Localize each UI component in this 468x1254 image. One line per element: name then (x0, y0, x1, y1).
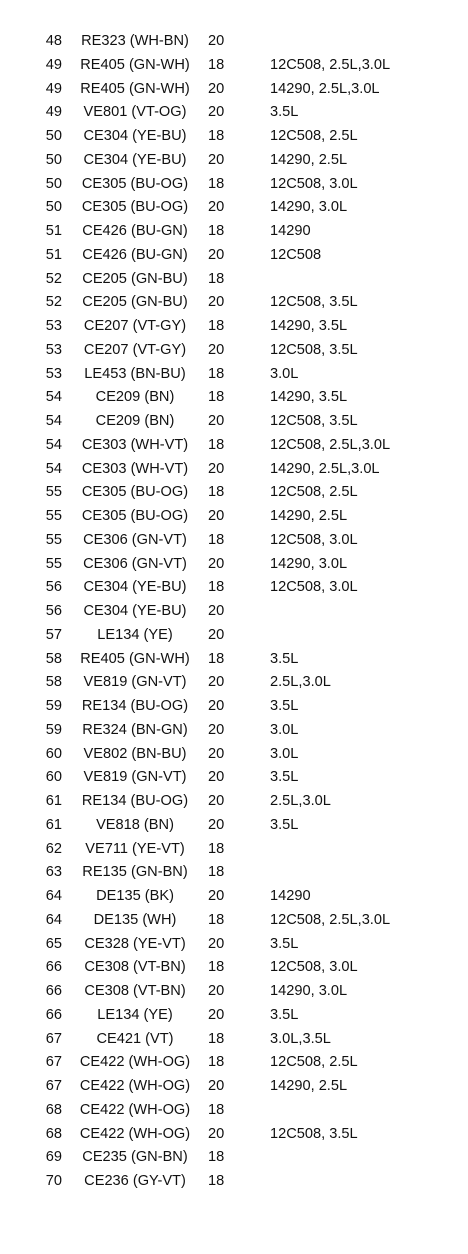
table-row (0, 339, 468, 363)
pin-number: 61 (45, 793, 62, 809)
pin-number: 55 (45, 555, 62, 572)
applicable-models: 3.5L (270, 650, 299, 667)
pin-number: 55 (45, 531, 62, 548)
wire-gauge: 20 (208, 555, 225, 572)
wire-circuit: VE801 (VT-OG) (83, 104, 187, 121)
table-row (0, 600, 468, 624)
table-row (0, 743, 468, 767)
pin-number: 49 (45, 56, 62, 73)
applicable-models: 12C508, 3.5L (270, 341, 358, 358)
pin-number: 68 (45, 1101, 62, 1118)
table-row (0, 315, 468, 339)
table-row (0, 1004, 468, 1028)
wire-gauge: 20 (208, 816, 225, 833)
wire-gauge: 20 (208, 698, 225, 714)
table-row (0, 814, 468, 838)
pin-number: 67 (45, 1054, 62, 1071)
pin-number: 53 (45, 318, 62, 334)
pin-number: 49 (45, 104, 62, 121)
wire-gauge: 20 (208, 413, 225, 429)
wire-circuit: CE304 (YE-BU) (83, 603, 187, 619)
table-row (0, 861, 468, 885)
pin-number: 50 (45, 175, 62, 192)
wire-circuit: RE134 (BU-OG) (81, 698, 189, 714)
pin-number: 68 (45, 1125, 62, 1142)
wire-gauge: 18 (208, 1030, 225, 1047)
applicable-models: 12C508, 3.5L (270, 413, 358, 429)
pin-number: 53 (45, 365, 62, 382)
applicable-models: 2.5L,3.0L (270, 793, 331, 809)
table-row (0, 933, 468, 957)
wire-gauge: 20 (208, 460, 225, 477)
applicable-models: 14290, 3.0L (270, 199, 348, 216)
pin-number: 50 (45, 199, 62, 216)
table-row (0, 101, 468, 125)
applicable-models: 3.5L (270, 1006, 299, 1023)
wire-gauge: 18 (208, 223, 225, 239)
applicable-models: 12C508, 2.5L (270, 484, 358, 501)
wire-circuit: CE207 (VT-GY) (83, 341, 187, 358)
wire-gauge: 18 (208, 56, 225, 73)
applicable-models: 14290, 2.5L,3.0L (270, 460, 380, 477)
applicable-models: 14290, 2.5L (270, 508, 348, 524)
wire-circuit: DE135 (BK) (96, 888, 174, 904)
wire-gauge: 18 (208, 484, 225, 501)
wire-circuit: RE324 (BN-GN) (82, 721, 188, 738)
wire-gauge: 20 (208, 80, 225, 97)
wire-circuit: RE405 (GN-WH) (80, 650, 190, 667)
wire-gauge: 20 (208, 745, 225, 762)
wire-gauge: 18 (208, 650, 225, 667)
wire-circuit: CE422 (WH-OG) (79, 1078, 191, 1094)
pin-number: 49 (45, 80, 62, 97)
table-row (0, 78, 468, 102)
applicable-models: 14290 (270, 223, 311, 239)
wire-circuit: DE135 (WH) (93, 911, 177, 928)
applicable-models: 3.0L (270, 721, 299, 738)
table-row (0, 481, 468, 505)
wire-gauge: 20 (208, 674, 225, 691)
pin-number: 54 (45, 436, 62, 453)
wire-circuit: CE304 (YE-BU) (83, 128, 187, 144)
pin-number: 50 (45, 151, 62, 168)
wire-gauge: 20 (208, 1125, 225, 1142)
wire-circuit: LE134 (YE) (97, 1006, 173, 1023)
wire-circuit: CE205 (GN-BU) (82, 270, 188, 287)
wire-circuit: CE426 (BU-GN) (82, 223, 188, 239)
wire-gauge: 18 (208, 840, 225, 857)
table-row (0, 576, 468, 600)
wire-circuit: VE819 (GN-VT) (83, 769, 187, 786)
pin-number: 55 (45, 484, 62, 501)
wire-circuit: VE819 (GN-VT) (83, 674, 187, 691)
pin-number: 58 (45, 674, 62, 691)
applicable-models: 14290, 2.5L,3.0L (270, 80, 380, 97)
table-row (0, 291, 468, 315)
pin-number: 66 (45, 983, 62, 999)
table-row (0, 719, 468, 743)
pin-number: 66 (45, 959, 62, 976)
applicable-models: 3.0L,3.5L (270, 1030, 331, 1047)
applicable-models (234, 268, 468, 292)
applicable-models: 14290, 2.5L (270, 151, 348, 168)
table-row (0, 54, 468, 78)
wire-circuit: CE308 (VT-BN) (84, 983, 186, 999)
applicable-models: 12C508, 2.5L (270, 1054, 358, 1071)
pin-number: 51 (45, 246, 62, 263)
wire-gauge: 18 (208, 959, 225, 976)
wire-circuit: RE405 (GN-WH) (80, 80, 190, 97)
applicable-models: 12C508, 3.0L (270, 175, 358, 192)
wire-gauge: 18 (208, 436, 225, 453)
wire-gauge: 20 (208, 626, 225, 643)
table-row (0, 196, 468, 220)
wire-circuit: CE305 (BU-OG) (81, 484, 189, 501)
wire-circuit: VE711 (YE-VT) (85, 840, 185, 857)
wire-circuit: CE306 (GN-VT) (83, 555, 187, 572)
applicable-models: 14290, 2.5L (270, 1078, 348, 1094)
wire-circuit: LE453 (BN-BU) (84, 365, 186, 382)
wire-circuit: CE304 (YE-BU) (83, 151, 187, 168)
table-row (0, 648, 468, 672)
table-row (0, 980, 468, 1004)
applicable-models: 12C508 (270, 246, 322, 263)
table-row (0, 671, 468, 695)
wire-circuit: CE305 (BU-OG) (81, 508, 189, 524)
table-row (0, 410, 468, 434)
applicable-models: 3.5L (270, 104, 299, 121)
applicable-models: 12C508, 2.5L (270, 128, 358, 144)
applicable-models: 12C508, 2.5L,3.0L (270, 911, 391, 928)
wire-circuit: CE207 (VT-GY) (83, 318, 187, 334)
wire-circuit: CE235 (GN-BN) (82, 1149, 188, 1166)
table-row (0, 505, 468, 529)
wire-gauge: 18 (208, 1173, 225, 1189)
applicable-models: 12C508, 2.5L,3.0L (270, 56, 391, 73)
table-row (0, 268, 468, 292)
wire-circuit: CE305 (BU-OG) (81, 199, 189, 216)
wiring-table-body (0, 30, 468, 1194)
pin-number: 64 (45, 911, 62, 928)
pin-number: 62 (45, 840, 62, 857)
wire-circuit: CE209 (BN) (95, 413, 175, 429)
pin-number: 56 (45, 603, 62, 619)
pin-number: 60 (45, 769, 62, 786)
wire-gauge: 18 (208, 579, 225, 596)
pin-number: 56 (45, 579, 62, 596)
wire-circuit: CE308 (VT-BN) (84, 959, 186, 976)
table-row (0, 1028, 468, 1052)
wire-gauge: 20 (208, 151, 225, 168)
wire-gauge: 18 (208, 1054, 225, 1071)
applicable-models: 14290, 3.5L (270, 318, 348, 334)
table-row (0, 766, 468, 790)
pin-number: 54 (45, 460, 62, 477)
applicable-models: 12C508, 3.0L (270, 531, 358, 548)
pin-number: 60 (45, 745, 62, 762)
applicable-models (234, 838, 468, 862)
wire-circuit: RE135 (GN-BN) (82, 864, 188, 881)
table-row (0, 1051, 468, 1075)
wire-gauge: 20 (208, 294, 225, 311)
pin-number: 53 (45, 341, 62, 358)
wire-gauge: 18 (208, 531, 225, 548)
table-row (0, 695, 468, 719)
applicable-models: 3.5L (270, 769, 299, 786)
pin-number: 48 (45, 33, 62, 49)
table-row (0, 220, 468, 244)
wire-gauge: 18 (208, 1101, 225, 1118)
table-row (0, 885, 468, 909)
table-row (0, 149, 468, 173)
wire-circuit: RE323 (WH-BN) (81, 33, 189, 49)
table-row (0, 458, 468, 482)
applicable-models (234, 861, 468, 885)
wire-gauge: 20 (208, 246, 225, 263)
table-row (0, 838, 468, 862)
applicable-models: 3.5L (270, 698, 299, 714)
table-row (0, 386, 468, 410)
wire-circuit: CE426 (BU-GN) (82, 246, 188, 263)
table-row (0, 529, 468, 553)
wire-gauge: 20 (208, 33, 225, 49)
pin-number: 69 (45, 1149, 62, 1166)
wire-circuit: CE304 (YE-BU) (83, 579, 187, 596)
pin-number: 52 (45, 294, 62, 311)
wire-circuit: VE818 (BN) (96, 816, 174, 833)
table-row (0, 173, 468, 197)
applicable-models: 12C508, 2.5L,3.0L (270, 436, 391, 453)
wire-circuit: CE422 (WH-OG) (79, 1101, 191, 1118)
wire-circuit: RE405 (GN-WH) (80, 56, 190, 73)
applicable-models: 12C508, 3.0L (270, 959, 358, 976)
applicable-models: 14290 (270, 888, 311, 904)
pin-number: 57 (45, 626, 62, 643)
wire-circuit: CE422 (WH-OG) (79, 1125, 191, 1142)
table-row (0, 1075, 468, 1099)
wire-circuit: CE205 (GN-BU) (82, 294, 188, 311)
applicable-models: 12C508, 3.5L (270, 294, 358, 311)
wire-gauge: 18 (208, 864, 225, 881)
wire-gauge: 20 (208, 793, 225, 809)
pin-number: 54 (45, 413, 62, 429)
applicable-models (234, 624, 468, 648)
pin-number: 52 (45, 270, 62, 287)
wire-circuit: VE802 (BN-BU) (83, 745, 187, 762)
table-row (0, 956, 468, 980)
applicable-models: 3.5L (270, 935, 299, 952)
pin-number: 51 (45, 223, 62, 239)
table-row (0, 909, 468, 933)
applicable-models: 14290, 3.0L (270, 983, 348, 999)
pin-number: 58 (45, 650, 62, 667)
applicable-models (234, 600, 468, 624)
applicable-models (234, 1146, 468, 1170)
pin-number: 61 (45, 816, 62, 833)
wire-gauge: 18 (208, 1149, 225, 1166)
wire-gauge: 20 (208, 1078, 225, 1094)
wire-gauge: 20 (208, 199, 225, 216)
wire-gauge: 18 (208, 270, 225, 287)
table-row (0, 553, 468, 577)
applicable-models: 14290, 3.0L (270, 555, 348, 572)
wire-circuit: CE328 (YE-VT) (84, 935, 186, 952)
table-row (0, 1099, 468, 1123)
wire-gauge: 20 (208, 983, 225, 999)
wire-gauge: 20 (208, 603, 225, 619)
applicable-models: 3.0L (270, 365, 299, 382)
table-row (0, 244, 468, 268)
wire-gauge: 18 (208, 318, 225, 334)
applicable-models: 3.5L (270, 816, 299, 833)
wire-gauge: 20 (208, 104, 225, 121)
applicable-models: 14290, 3.5L (270, 389, 348, 406)
wire-gauge: 18 (208, 365, 225, 382)
wire-gauge: 18 (208, 128, 225, 144)
applicable-models (234, 1170, 468, 1194)
wire-circuit: CE305 (BU-OG) (81, 175, 189, 192)
wire-gauge: 20 (208, 888, 225, 904)
wire-gauge: 20 (208, 1006, 225, 1023)
table-row (0, 363, 468, 387)
applicable-models: 2.5L,3.0L (270, 674, 331, 691)
wire-circuit: RE134 (BU-OG) (81, 793, 189, 809)
applicable-models: 12C508, 3.0L (270, 579, 358, 596)
wire-gauge: 20 (208, 769, 225, 786)
wire-circuit: CE421 (VT) (96, 1030, 174, 1047)
wire-circuit: CE209 (BN) (95, 389, 175, 406)
wire-circuit: CE306 (GN-VT) (83, 531, 187, 548)
wire-circuit: LE134 (YE) (97, 626, 173, 643)
wire-circuit: CE303 (WH-VT) (81, 436, 189, 453)
wire-gauge: 20 (208, 721, 225, 738)
applicable-models (234, 30, 468, 54)
table-row (0, 1170, 468, 1194)
table-row (0, 624, 468, 648)
table-row (0, 434, 468, 458)
pin-number: 54 (45, 389, 62, 406)
wire-circuit: CE303 (WH-VT) (81, 460, 189, 477)
pin-number: 67 (45, 1030, 62, 1047)
pin-number: 59 (45, 721, 62, 738)
applicable-models: 3.0L (270, 745, 299, 762)
pin-number: 65 (45, 935, 62, 952)
wire-gauge: 20 (208, 935, 225, 952)
pin-number: 50 (45, 128, 62, 144)
pin-number: 59 (45, 698, 62, 714)
pin-number: 63 (45, 864, 62, 881)
pin-number: 66 (45, 1006, 62, 1023)
pin-number: 55 (45, 508, 62, 524)
table-row (0, 1146, 468, 1170)
wire-gauge: 18 (208, 911, 225, 928)
wire-gauge: 20 (208, 508, 225, 524)
wire-circuit: CE236 (GY-VT) (84, 1173, 186, 1189)
wiring-table (0, 30, 468, 1194)
pin-number: 67 (45, 1078, 62, 1094)
applicable-models: 12C508, 3.5L (270, 1125, 358, 1142)
applicable-models (234, 1099, 468, 1123)
wire-gauge: 18 (208, 175, 225, 192)
pin-number: 64 (45, 888, 62, 904)
pin-number: 70 (45, 1173, 62, 1189)
wire-gauge: 20 (208, 341, 225, 358)
wire-gauge: 18 (208, 389, 225, 406)
table-row (0, 125, 468, 149)
table-row (0, 30, 468, 54)
table-row (0, 790, 468, 814)
table-row (0, 1123, 468, 1147)
wire-circuit: CE422 (WH-OG) (79, 1054, 191, 1071)
